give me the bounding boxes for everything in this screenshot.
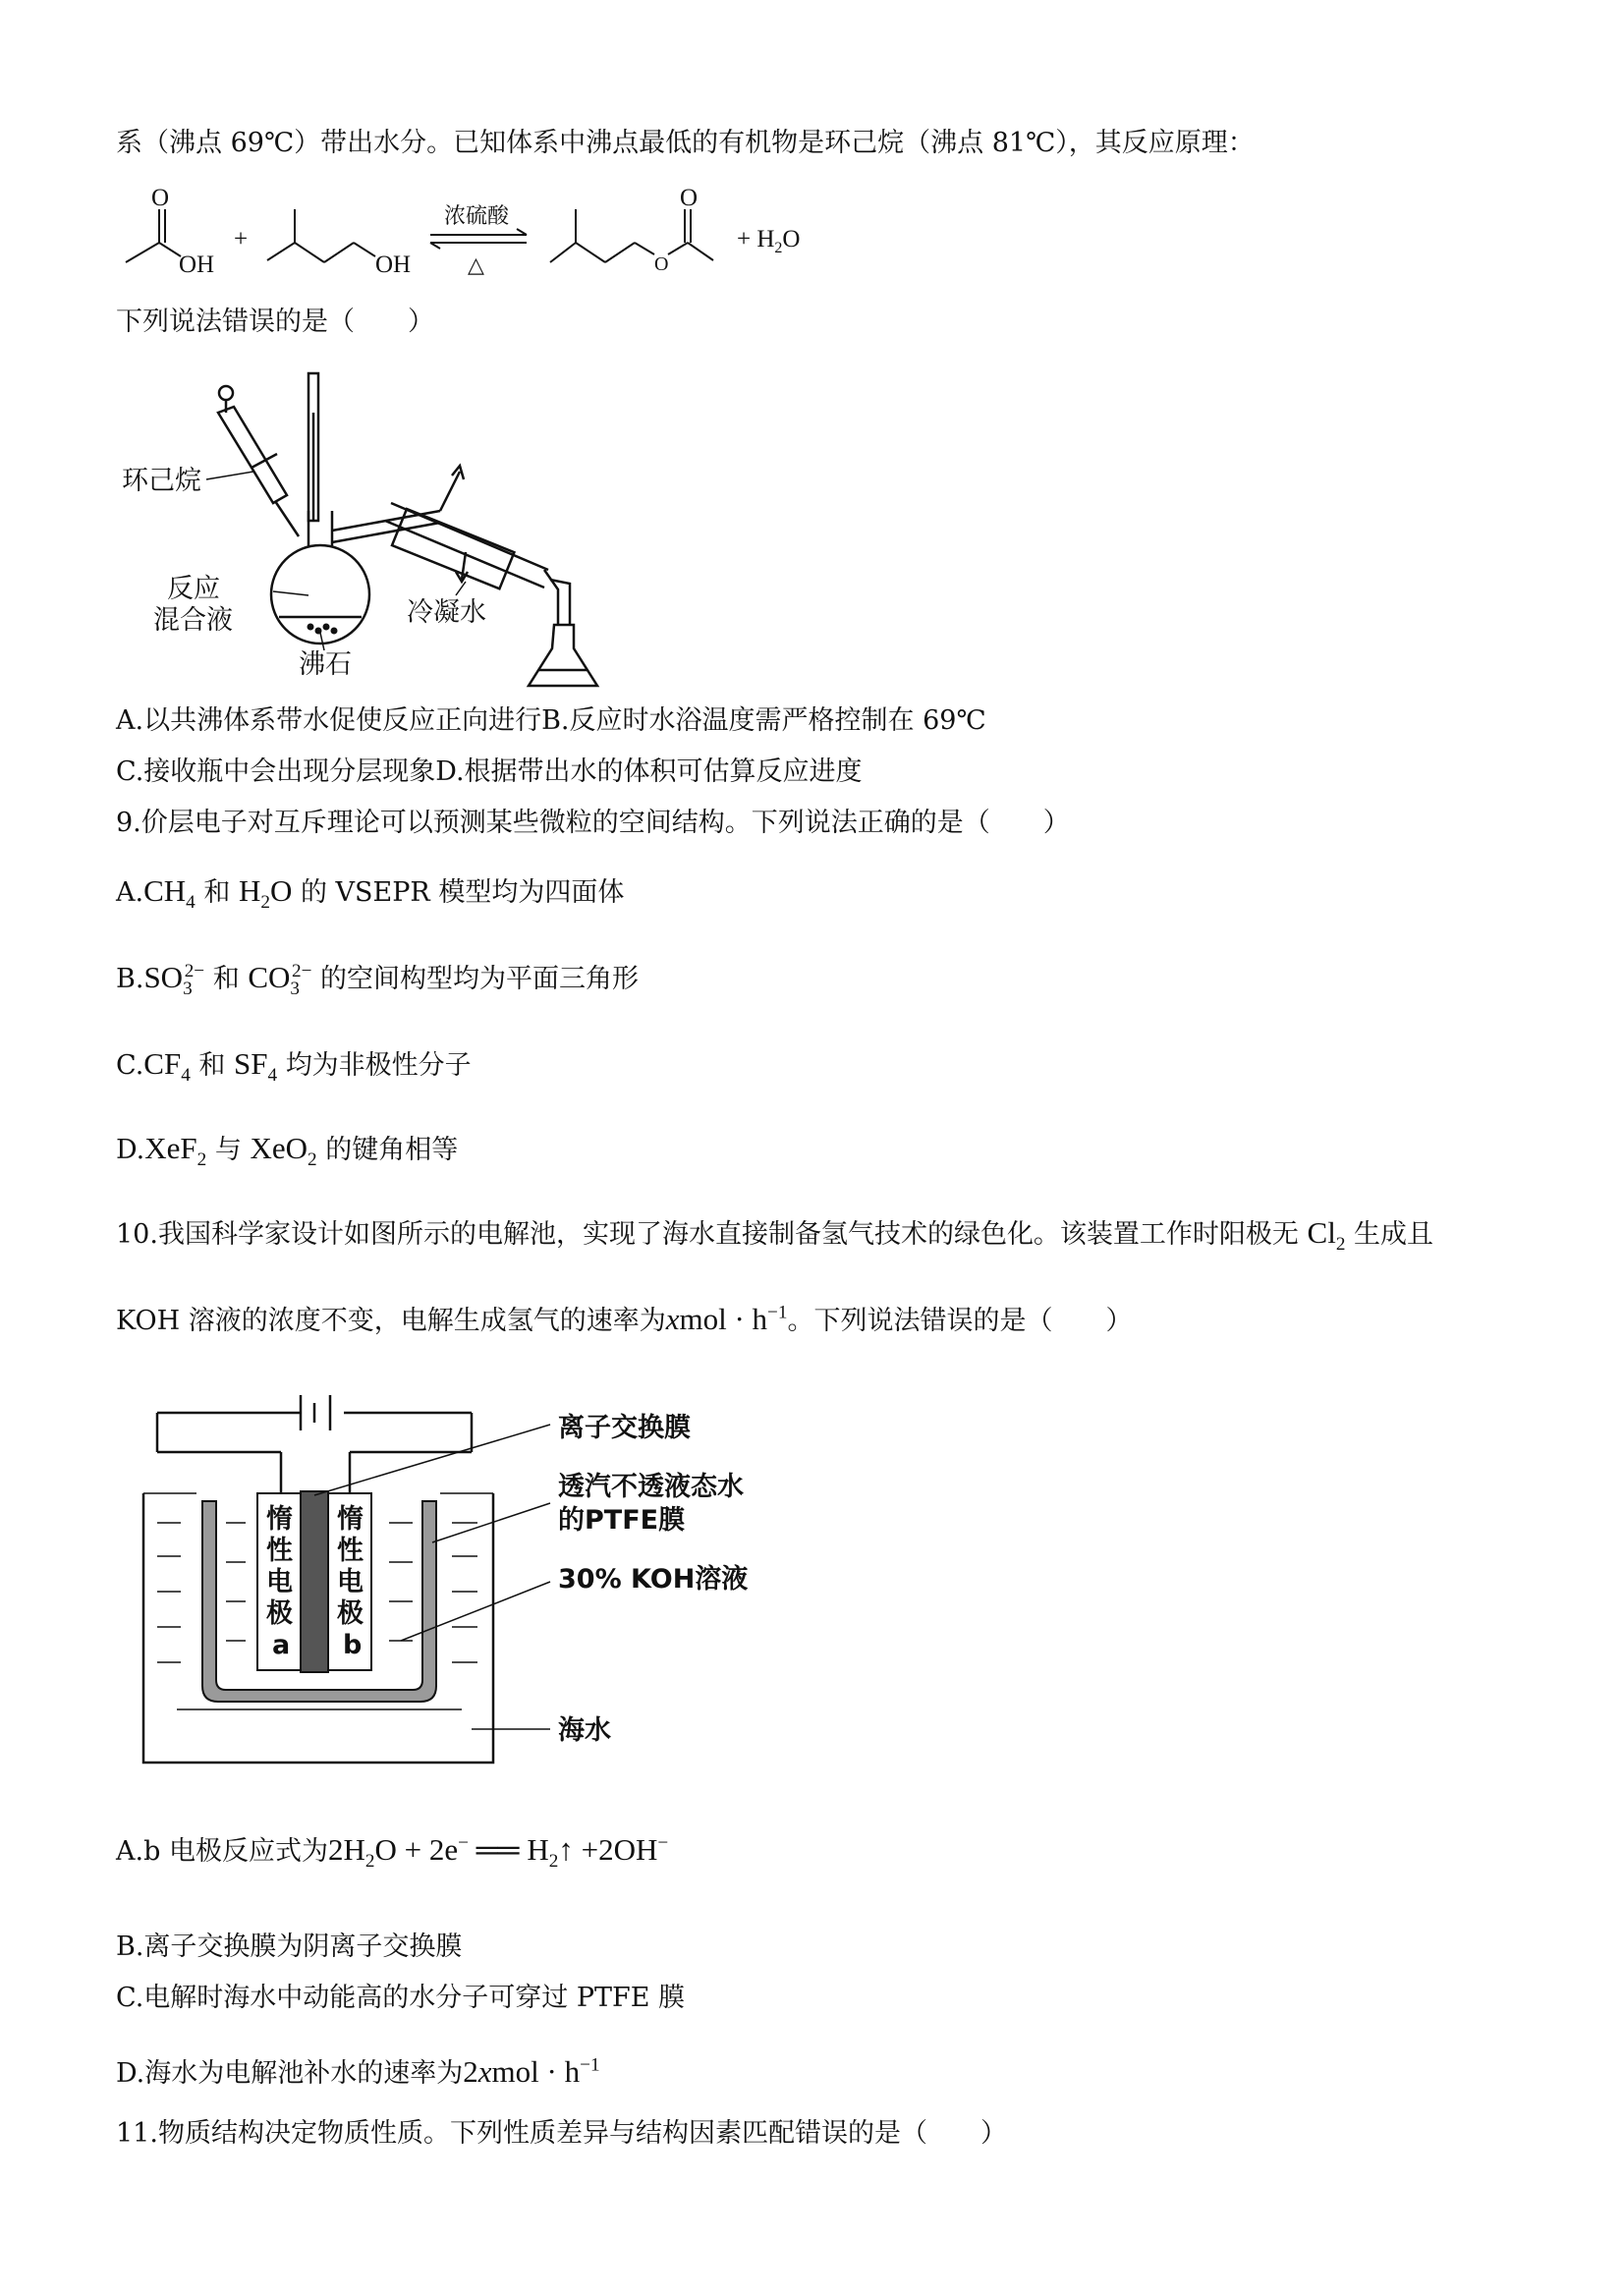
boiling-stones-icon [308, 624, 338, 635]
q10-stem-line1: 10.我国科学家设计如图所示的电解池，实现了海水直接制备氢气技术的绿色化。该装置工作时阳极无 $Cl_2$ 生成且 [116, 1215, 1434, 1256]
svg-text:a: a [272, 1630, 291, 1660]
q11-stem: 11.物质结构决定物质性质。下列性质差异与结构因素匹配错误的是（ ） [116, 2118, 1007, 2149]
q9-option-c: $C.CF_4$ 和 $SF_4$ 均为非极性分子 [116, 1046, 472, 1087]
svg-text:电: 电 [266, 1567, 293, 1597]
svg-text:惰: 惰 [266, 1504, 293, 1535]
q9-option-d: D.XeF$_2$ 与 XeO$_2$ 的键角相等 [116, 1131, 459, 1171]
heat-symbol: △ [468, 253, 484, 278]
q8-options-line1: A.以共沸体系带水促使反应正向进行B.反应时水浴温度需严格控制在 69℃ [116, 705, 986, 736]
ion-exchange-membrane [301, 1491, 328, 1672]
svg-text:极: 极 [266, 1598, 293, 1629]
label-reaction-mix-2: 混合液 [153, 605, 233, 636]
q8-prompt: 下列说法错误的是（ ） [116, 307, 434, 337]
svg-text:性: 性 [266, 1536, 293, 1566]
q9-option-b: $B.SO_3^{2-}$ 和 $CO_3^{2-}$ 的空间构型均为平面三角形 [116, 960, 640, 1000]
ester-structure [550, 209, 713, 262]
alcohol-oh-label: OH [375, 252, 412, 278]
q9-stem: 9.价层电子对互斥理论可以预测某些微粒的空间结构。下列说法正确的是（ ） [116, 808, 1070, 838]
label-reaction-mix-1: 反应 [167, 574, 220, 604]
q10-option-b: B.离子交换膜为阴离子交换膜 [116, 1932, 463, 1962]
q10-stem-line2: KOH 溶液的浓度不变，电解生成氢气的速率为xmol · $h^{-1}$。下列说法错误的是（ ） [116, 1302, 1133, 1336]
acetic-carbonyl-o: O [151, 185, 170, 211]
label-ptfe-1: 透汽不透液态水 [558, 1472, 744, 1502]
label-seawater: 海水 [558, 1715, 611, 1746]
svg-text:b: b [343, 1630, 363, 1660]
svg-text:电: 电 [337, 1567, 364, 1597]
svg-text:极: 极 [337, 1598, 364, 1629]
catalyst-label: 浓硫酸 [444, 204, 510, 229]
q10-option-d: D.海水为电解池补水的速率为2xmol · $h^{-1}$ [116, 2054, 600, 2089]
distillation-apparatus-diagram [116, 373, 607, 688]
svg-text:性: 性 [337, 1536, 364, 1566]
q10-option-a: A.b 电极反应式为$2H_2O + 2e^-$ ══ $H_2↑ +2OH^-$ [116, 1832, 669, 1873]
isoamyl-alcohol-structure [267, 209, 375, 262]
label-koh-solution: 30% KOH溶液 [558, 1564, 749, 1595]
q9-option-a: $A.CH_4$ 和 $H_2O$ 的 VSEPR 模型均为四面体 [116, 873, 625, 914]
acetic-acid-structure [126, 209, 181, 262]
electrolysis-cell-diagram [138, 1385, 786, 1768]
label-cyclohexane: 环己烷 [122, 466, 201, 496]
ester-o-label: O [654, 253, 669, 275]
plus-sign-1: + [234, 226, 249, 252]
equilibrium-arrow-icon [430, 229, 527, 249]
acetic-oh-label: OH [179, 252, 215, 278]
intro-line: 系（沸点 69℃）带出水分。已知体系中沸点最低的有机物是环己烷（沸点 81℃），其反应原理： [116, 128, 1255, 158]
label-ion-exchange-membrane: 离子交换膜 [558, 1413, 691, 1443]
q10-option-c: C.电解时海水中动能高的水分子可穿过 PTFE 膜 [116, 1983, 686, 2013]
label-cooling-water: 冷凝水 [407, 597, 486, 628]
reaction-scheme [118, 185, 884, 295]
label-boiling-stone: 沸石 [299, 649, 352, 680]
q8-options-line2: C.接收瓶中会出现分层现象D.根据带出水的体积可估算反应进度 [116, 756, 863, 787]
label-ptfe-2: 的PTFE膜 [558, 1505, 686, 1536]
svg-text:惰: 惰 [337, 1504, 364, 1535]
ester-carbonyl-o: O [680, 185, 699, 211]
plus-water: + $H_2O$ [737, 226, 801, 256]
